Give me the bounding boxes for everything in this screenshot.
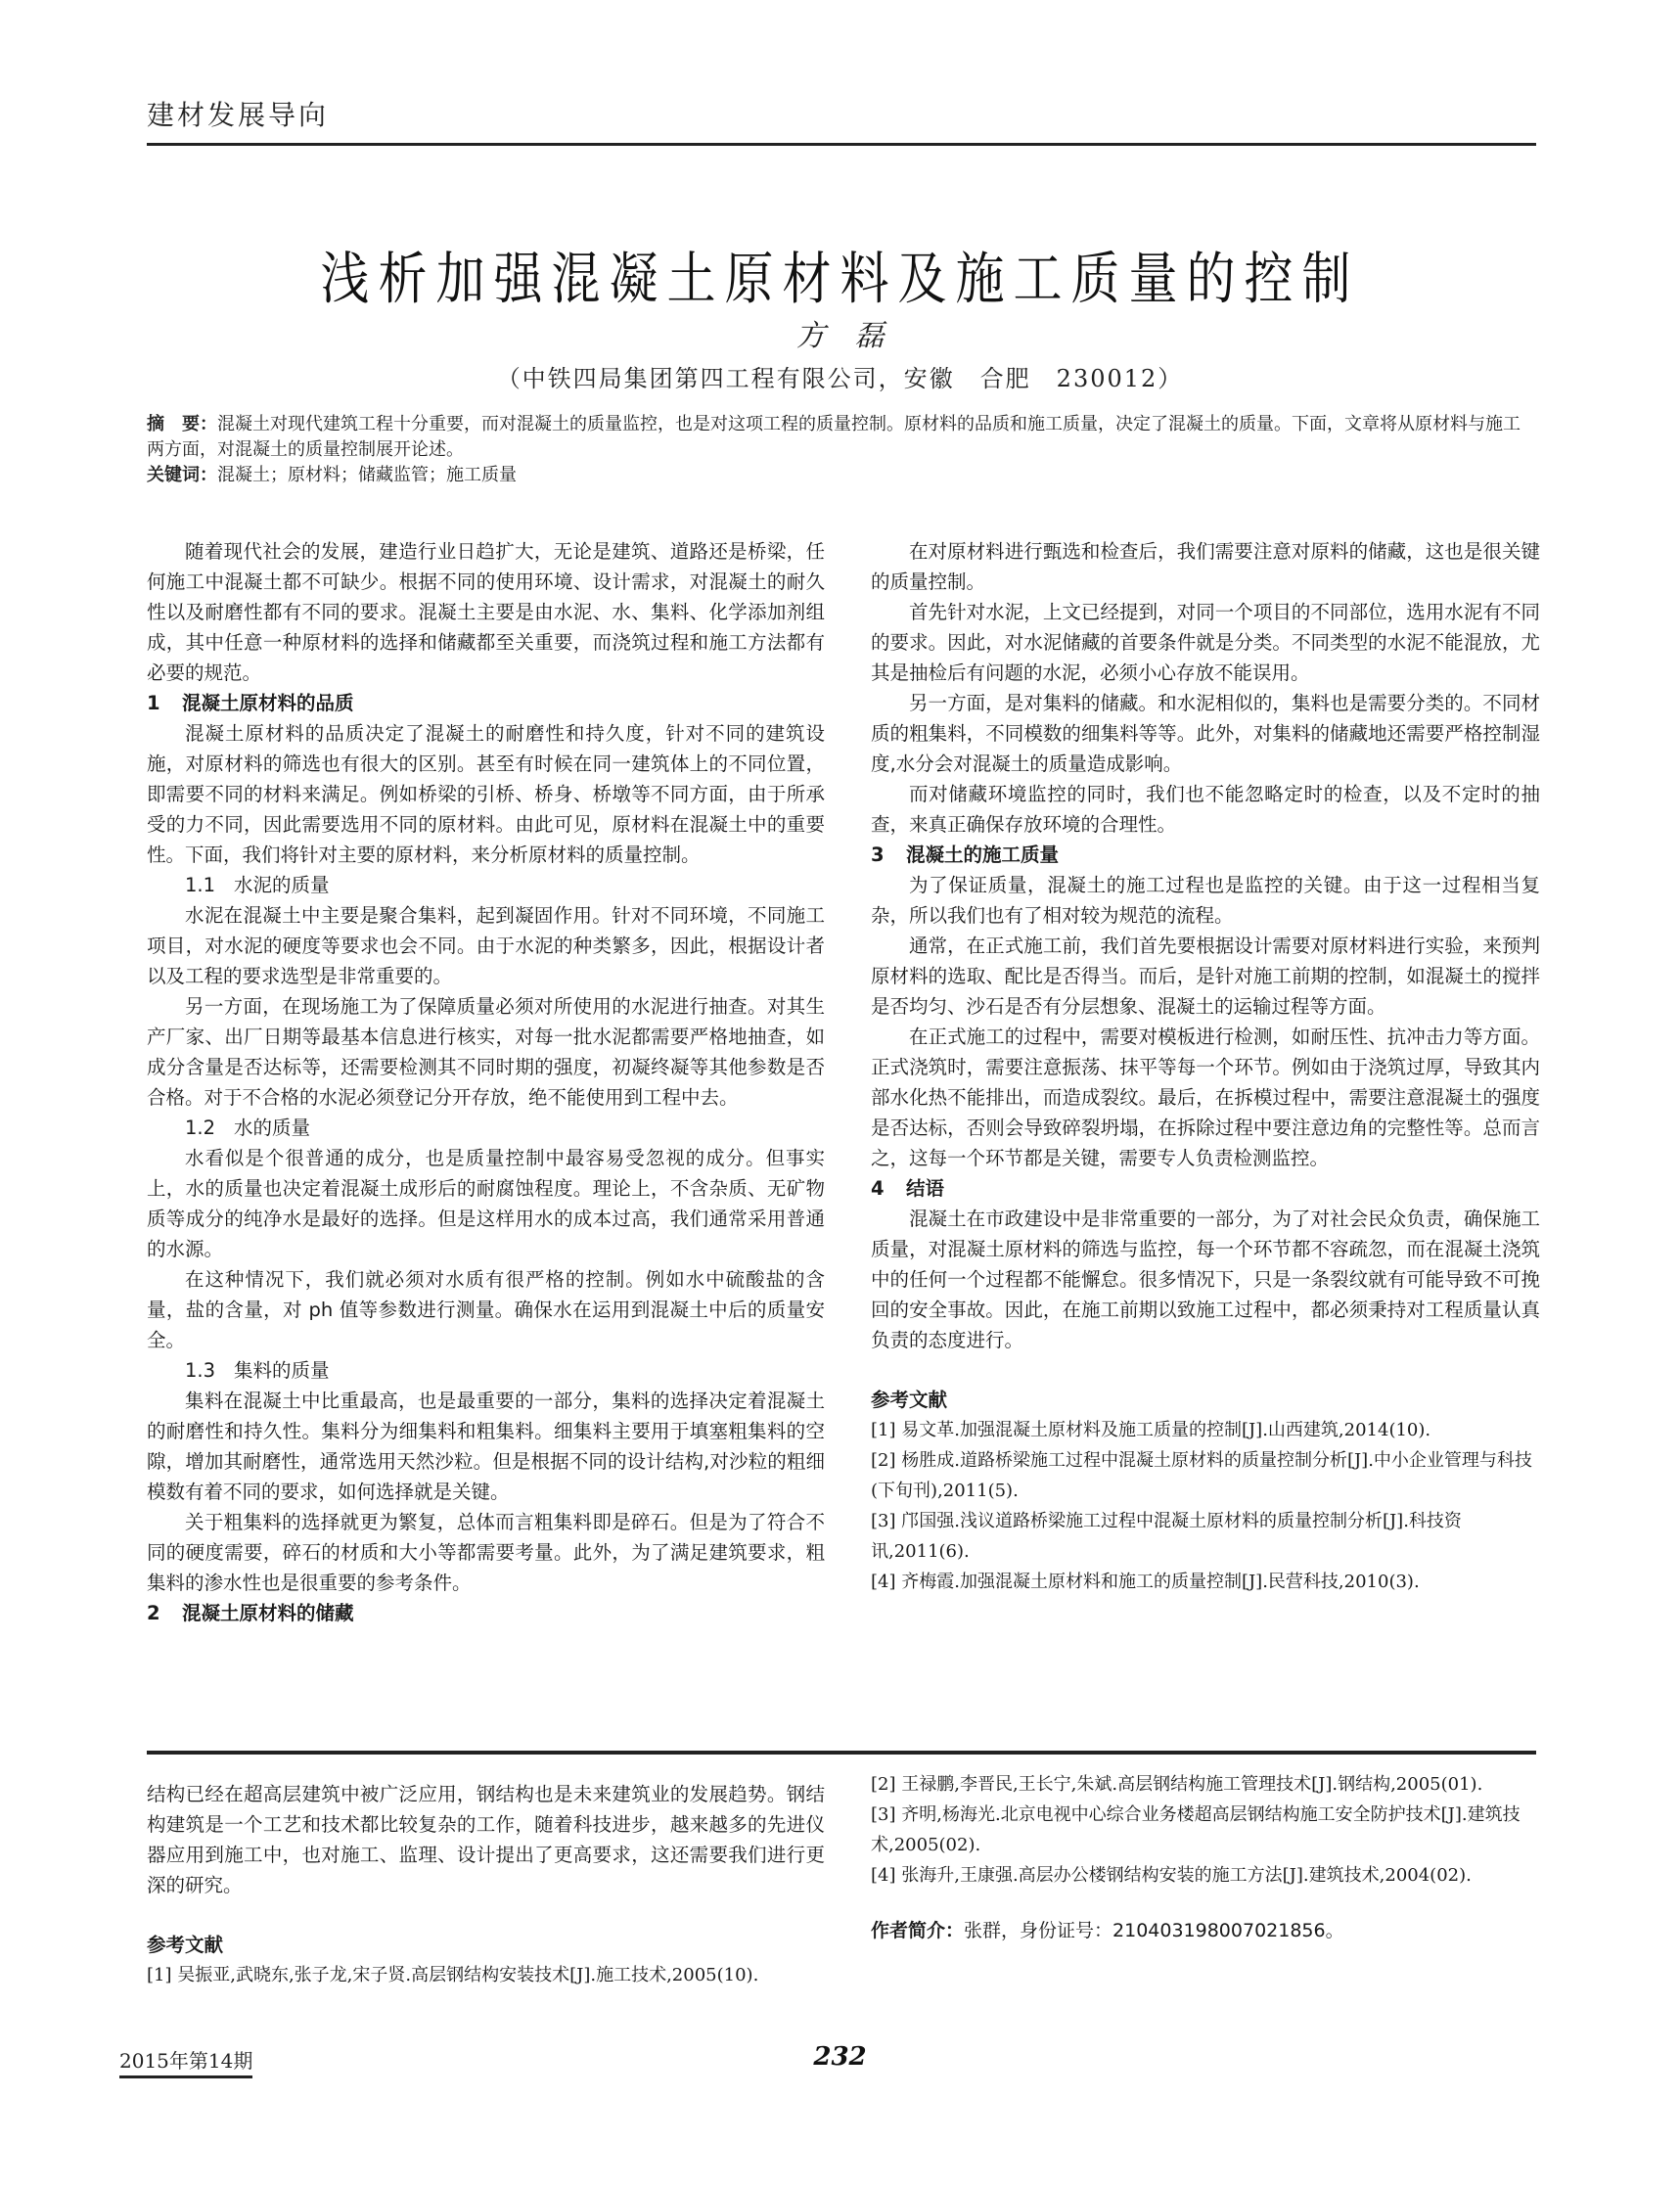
journal-name: 建材发展导向 bbox=[147, 99, 330, 131]
issue-label: 2015年第14期 bbox=[119, 2045, 252, 2078]
subsection-heading-1-1 bbox=[147, 870, 825, 900]
section-title: 水的质量 bbox=[234, 1117, 311, 1139]
section-number: 1.3 bbox=[185, 1359, 216, 1382]
paragraph: 混凝土原材料的品质决定了混凝土的耐磨性和持久度，针对不同的建筑设施，对原材料的筛选也有很大的区别。甚至有时候在同一建筑体上的不同位置，即需要不同的材料来满足。例如桥梁的引桥、桥身、桥墩等不同方面，由于所承受的力不同，因此需要选用不同的原材料。由此可见，原材料在混凝土中的重要性。下面，我们将针对主要的原材料，来分析原材料的质量控制。 bbox=[147, 722, 825, 866]
prev-article-left bbox=[147, 1779, 825, 1990]
paragraph: 首先针对水泥，上文已经提到，对同一个项目的不同部位，选用水泥有不同的要求。因此，对水泥储藏的首要条件就是分类。不同类型的水泥不能混放，尤其是抽检后有问题的水泥，必须小心存放不能误用。 bbox=[871, 601, 1540, 684]
author-affiliation: （中铁四局集团第四工程有限公司，安徽 合肥 230012） bbox=[496, 365, 1184, 392]
author-bio bbox=[871, 1916, 1540, 1946]
left-column bbox=[147, 536, 825, 1628]
paragraph: 在对原材料进行甄选和检查后，我们需要注意对原料的储藏，这也是很关键的质量控制。 bbox=[871, 540, 1540, 593]
article-title: 浅析加强混凝土原材料及施工质量的控制 bbox=[320, 246, 1360, 311]
abstract-text: 混凝土对现代建筑工程十分重要，而对混凝土的质量监控，也是对这项工程的质量控制。原材料的品质和施工质量，决定了混凝土的质量。下面，文章将从原材料与施工两方面，对混凝土的质量控制展开论述。 bbox=[147, 414, 1521, 460]
paragraph: 水看似是个很普通的成分，也是质量控制中最容易受忽视的成分。但事实上，水的质量也决定着混凝土成形后的耐腐蚀程度。理论上，不含杂质、无矿物质等成分的纯净水是最好的选择。但是这样用水的成本过高，我们通常采用普通的水源。 bbox=[147, 1147, 825, 1260]
article-author: 方磊 bbox=[795, 319, 914, 353]
section-heading-2 bbox=[147, 1598, 825, 1628]
section-number: 2 bbox=[147, 1602, 160, 1624]
reference-item: [4] 齐梅霞.加强混凝土原材料和施工的质量控制[J].民营科技,2010(3). bbox=[871, 1572, 1420, 1592]
paragraph: 而对储藏环境监控的同时，我们也不能忽略定时的检查，以及不定时的抽查，来真正确保存放环境的合理性。 bbox=[871, 783, 1540, 836]
section-heading-3 bbox=[871, 840, 1540, 870]
section-number: 1.2 bbox=[185, 1117, 216, 1139]
section-number: 1.1 bbox=[185, 874, 216, 896]
intro-paragraph: 随着现代社会的发展，建造行业日趋扩大，无论是建筑、道路还是桥梁，任何施工中混凝土都不可缺少。根据不同的使用环境、设计需求，对混凝土的耐久性以及耐磨性都有不同的要求。混凝土主要是由水泥、水、集料、化学添加剂组成，其中任意一种原材料的选择和储藏都至关重要，而浇筑过程和施工方法都有必要的规范。 bbox=[147, 540, 825, 684]
bio-text: 张群，身份证号：210403198007021856。 bbox=[964, 1920, 1344, 1941]
reference-item: [1] 吴振亚,武晓东,张子龙,宋子贤.高层钢结构安装技术[J].施工技术,2005(10). bbox=[147, 1965, 759, 1985]
reference-item: [2] 王禄鹏,李晋民,王长宁,朱斌.高层钢结构施工管理技术[J].钢结构,2005(01). bbox=[871, 1774, 1483, 1795]
section-title: 水泥的质量 bbox=[234, 874, 330, 896]
paragraph: 水泥在混凝土中主要是聚合集料，起到凝固作用。针对不同环境，不同施工项目，对水泥的硬度等要求也会不同。由于水泥的种类繁多，因此，根据设计者以及工程的要求选型是非常重要的。 bbox=[147, 904, 825, 987]
references-heading: 参考文献 bbox=[147, 1934, 224, 1956]
subsection-heading-1-3 bbox=[147, 1355, 825, 1386]
paragraph: 为了保证质量，混凝土的施工过程也是监控的关键。由于这一过程相当复杂，所以我们也有了相对较为规范的流程。 bbox=[871, 874, 1540, 927]
right-column bbox=[871, 536, 1540, 1597]
keywords bbox=[147, 463, 1536, 488]
keywords-label: 关键词： bbox=[147, 465, 217, 485]
section-title: 混凝土的施工质量 bbox=[906, 844, 1060, 866]
section-heading-1 bbox=[147, 688, 825, 718]
paragraph: 在正式施工的过程中，需要对模板进行检测，如耐压性、抗冲击力等方面。正式浇筑时，需要注意振荡、抹平等每一个环节。例如由于浇筑过厚，导致其内部水化热不能排出，而造成裂纹。最后，在拆模过程中，需要注意混凝土的强度是否达标，否则会导致碎裂坍塌，在拆除过程中要注意边角的完整性等。总而言之，这每一个环节都是关键，需要专人负责检测监控。 bbox=[871, 1026, 1540, 1169]
subsection-heading-1-2 bbox=[147, 1113, 825, 1143]
reference-item: [2] 杨胜成.道路桥梁施工过程中混凝土原材料的质量控制分析[J].中小企业管理与科技(下旬刊),2011(5). bbox=[871, 1450, 1532, 1501]
abstract bbox=[147, 412, 1536, 463]
paragraph: 集料在混凝土中比重最高，也是最重要的一部分，集料的选择决定着混凝土的耐磨性和持久性。集料分为细集料和粗集料。细集料主要用于填塞粗集料的空隙，增加其耐磨性，通常选用天然沙粒。但是根据不同的设计结构,对沙粒的粗细模数有着不同的要求，如何选择就是关键。 bbox=[147, 1390, 825, 1503]
section-title: 混凝土原材料的储藏 bbox=[182, 1602, 354, 1624]
section-heading-4 bbox=[871, 1173, 1540, 1204]
section-number: 4 bbox=[871, 1177, 885, 1200]
section-title: 集料的质量 bbox=[234, 1359, 330, 1382]
reference-item: [3] 邝国强.浅议道路桥梁施工过程中混凝土原材料的质量控制分析[J].科技资讯,2011(6). bbox=[871, 1511, 1462, 1562]
section-title: 混凝土原材料的品质 bbox=[182, 692, 354, 714]
section-title: 结语 bbox=[906, 1177, 945, 1200]
paragraph: 另一方面，是对集料的储藏。和水泥相似的，集料也是需要分类的。不同材质的粗集料，不同模数的细集料等等。此外，对集料的储藏地还需要严格控制湿度,水分会对混凝土的质量造成影响。 bbox=[871, 692, 1540, 775]
reference-item: [1] 易文革.加强混凝土原材料及施工质量的控制[J].山西建筑,2014(10). bbox=[871, 1420, 1431, 1440]
section-number: 1 bbox=[147, 692, 160, 714]
paragraph: 另一方面，在现场施工为了保障质量必须对所使用的水泥进行抽查。对其生产厂家、出厂日期等最基本信息进行核实，对每一批水泥都需要严格地抽查，如成分含量是否达标等，还需要检测其不同时期的强度，初凝终凝等其他参数是否合格。对于不合格的水泥必须登记分开存放，绝不能使用到工程中去。 bbox=[147, 995, 825, 1109]
reference-item: [3] 齐明,杨海光.北京电视中心综合业务楼超高层钢结构施工安全防护技术[J].建筑技术,2005(02). bbox=[871, 1804, 1521, 1855]
abstract-label: 摘 要： bbox=[147, 414, 217, 434]
references-heading: 参考文献 bbox=[871, 1389, 948, 1411]
section-number: 3 bbox=[871, 844, 885, 866]
keywords-text: 混凝土；原材料；储藏监管；施工质量 bbox=[217, 465, 517, 485]
header-rule bbox=[147, 143, 1536, 146]
article-divider-rule bbox=[147, 1751, 1536, 1755]
paragraph: 关于粗集料的选择就更为繁复，总体而言粗集料即是碎石。但是为了符合不同的硬度需要，碎石的材质和大小等都需要考量。此外，为了满足建筑要求，粗集料的渗水性也是很重要的参考条件。 bbox=[147, 1511, 825, 1594]
paragraph: 混凝土在市政建设中是非常重要的一部分，为了对社会民众负责，确保施工质量，对混凝土原材料的筛选与监控，每一个环节都不容疏忽，而在混凝土浇筑中的任何一个过程都不能懈怠。很多情况下，只是一条裂纹就有可能导致不可挽回的安全事故。因此，在施工前期以致施工过程中，都必须秉持对工程质量认真负责的态度进行。 bbox=[871, 1208, 1540, 1351]
paragraph: 在这种情况下，我们就必须对水质有很严格的控制。例如水中硫酸盐的含量，盐的含量，对 ph 值等参数进行测量。确保水在运用到混凝土中后的质量安全。 bbox=[147, 1268, 825, 1351]
paragraph: 通常，在正式施工前，我们首先要根据设计需要对原材料进行实验，来预判原材料的选取、配比是否得当。而后，是针对施工前期的控制，如混凝土的搅拌是否均匀、沙石是否有分层想象、混凝土的运输过程等方面。 bbox=[871, 935, 1540, 1018]
prev-article-right bbox=[871, 1769, 1540, 1965]
reference-item: [4] 张海升,王康强.高层办公楼钢结构安装的施工方法[J].建筑技术,2004(02). bbox=[871, 1865, 1472, 1886]
abstract-block bbox=[147, 412, 1536, 488]
page-number: 232 bbox=[813, 2042, 867, 2072]
bio-label: 作者简介： bbox=[871, 1920, 965, 1941]
prev-article-tail: 结构已经在超高层建筑中被广泛应用，钢结构也是未来建筑业的发展趋势。钢结构建筑是一个工艺和技术都比较复杂的工作，随着科技进步，越来越多的先进仪器应用到施工中，也对施工、监理、设计提出了更高要求，这还需要我们进行更深的研究。 bbox=[147, 1783, 825, 1896]
